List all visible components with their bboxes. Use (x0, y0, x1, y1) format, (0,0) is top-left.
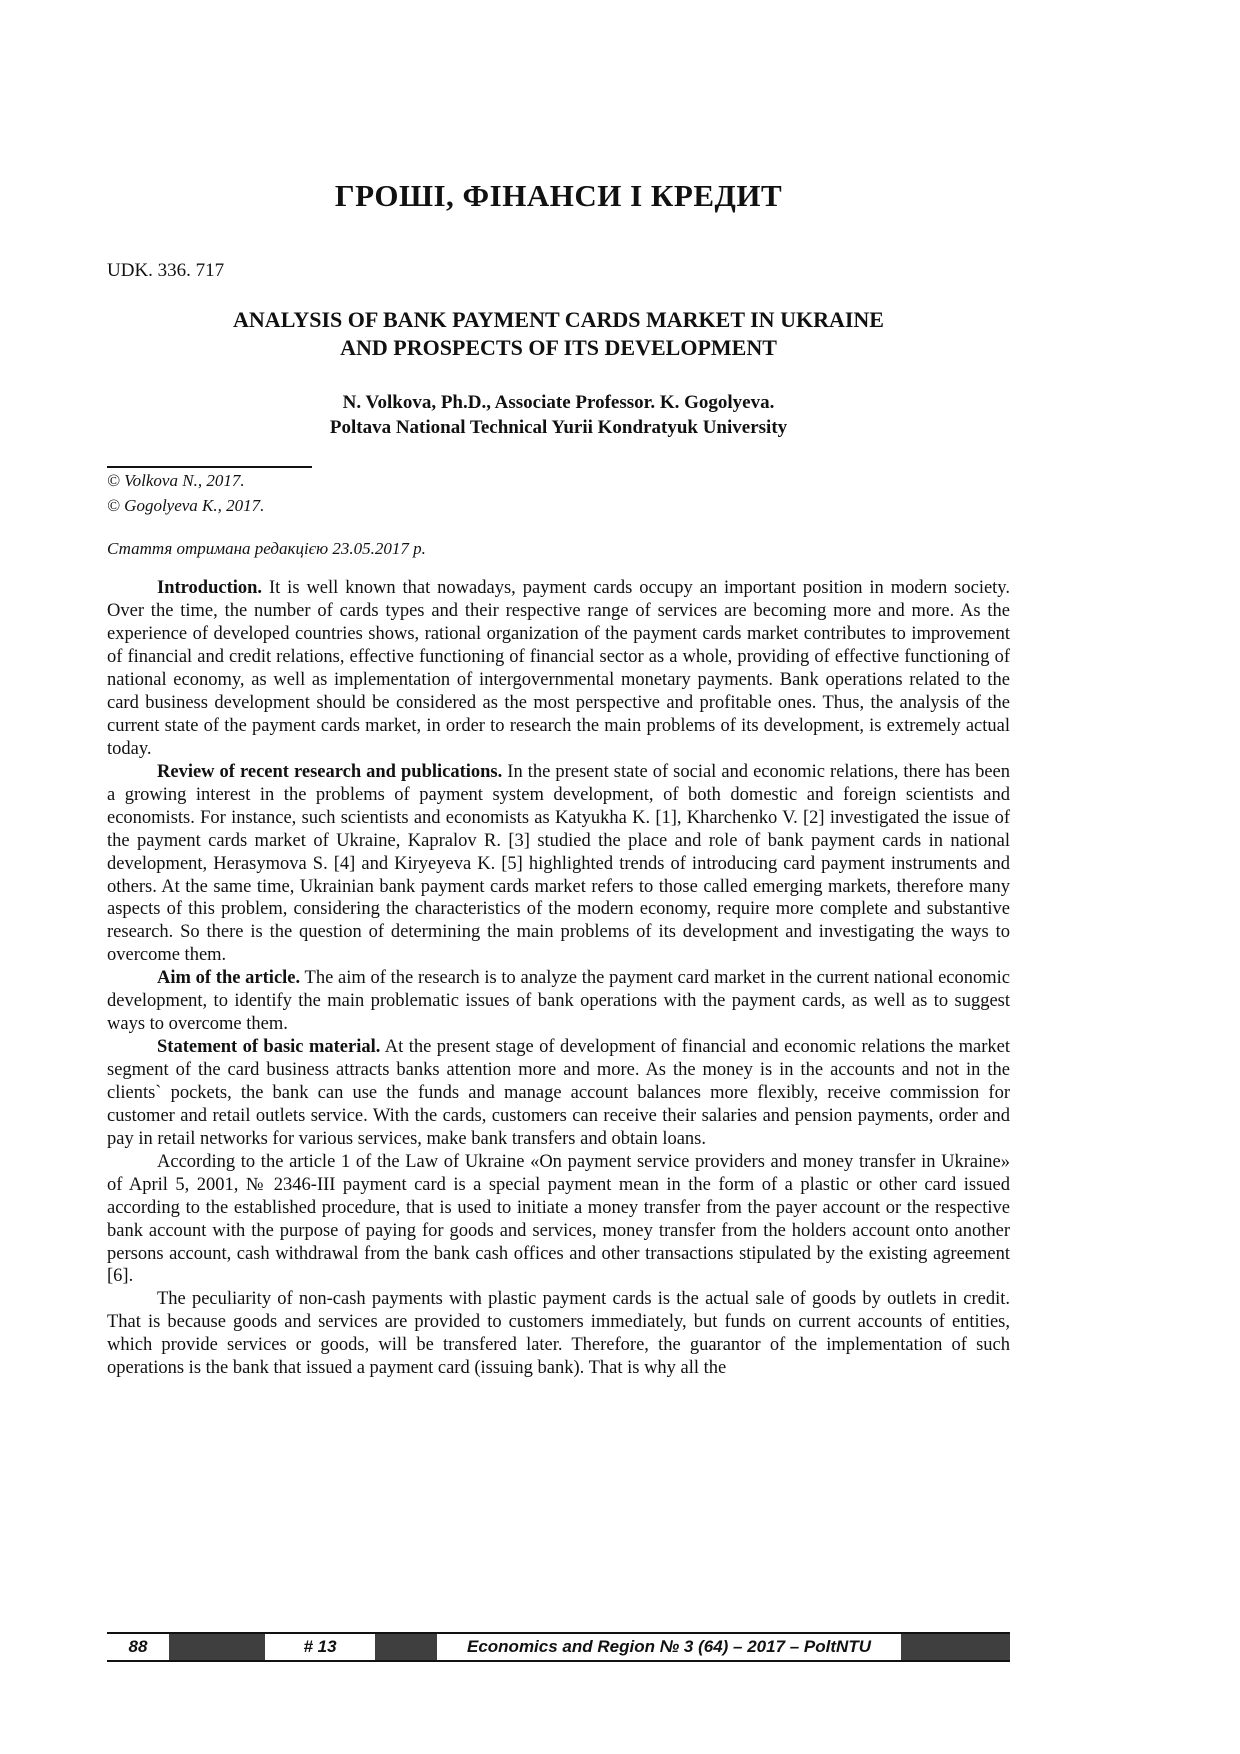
issue-number: # 13 (303, 1637, 337, 1656)
paragraph-peculiarity (107, 1288, 1010, 1380)
paragraph-text: It is well known that nowadays, payment cards occupy an important position in modern society. Over the time, the number of cards types and their respective range of services are becoming more and more. As the experience of developed countries shows, rational organization of the payment cards market contributes to improvement of financial and credit relations, effective functioning of financial sector as a whole, providing of effective functioning of national economy, as well as implementation of intergovernmental monetary payments. Bank operations related to the card business development should be considered as the most perspective and profitable ones. Thus, the analysis of the current state of the payment cards market, in order to research the main problems of its development, is extremely actual today. (107, 578, 1010, 759)
paragraph-lead: Statement of basic material. (157, 1037, 381, 1058)
received-date-line: Стаття отримана редакцією 23.05.2017 р. (107, 539, 426, 559)
footer-separator-box-2 (375, 1634, 437, 1660)
page-content (107, 0, 1010, 1380)
paragraph-text: According to the article 1 of the Law of Ukraine «On payment service providers and money transfer in Ukraine» of April 5, 2001, № 2346-III payment card is a special payment mean in the form of a plastic or other card issued according to the established procedure, that is used to initiate a money transfer from the payer account or the respective bank account with the purpose of paying for goods and services, money transfer from the holders account onto another persons account, cash withdrawal from the bank cash offices and other transactions stipulated by the existing agreement [6]. (107, 1151, 1010, 1287)
paragraph-law-definition (107, 1151, 1010, 1289)
article-title-line2: AND PROSPECTS OF ITS DEVELOPMENT (340, 335, 777, 361)
article-title (107, 306, 1010, 362)
journal-title-line: Economics and Region № 3 (64) – 2017 – PoltNTU (467, 1637, 871, 1656)
paragraph-text: The peculiarity of non-cash payments with plastic payment cards is the actual sale of goods by outlets in credit. That is because goods and services are provided to customers immediately, but funds on current accounts of entities, which provide services or goods, will be transfered later. Therefore, the guarantor of the implementation of such operations is the bank that issued a payment card (issuing bank). That is why all the (107, 1289, 1010, 1379)
copyright-line-1: © Volkova N., 2017. (107, 471, 245, 491)
article-body (107, 577, 1010, 1380)
authors-names: N. Volkova, Ph.D., Associate Professor. K. Gogolyeva. (342, 392, 775, 414)
footer-end-bar (901, 1634, 1010, 1660)
section-title: ГРОШІ, ФІНАНСИ І КРЕДИТ (334, 178, 783, 213)
footer-separator-box-1 (169, 1634, 265, 1660)
page-number: 88 (128, 1637, 148, 1656)
paragraph-text: The aim of the research is to analyze the payment card market in the current national economic development, to identify the main problematic issues of bank operations with the payment cards, as well as to suggest ways to overcome them. (107, 968, 1011, 1035)
authors-block (107, 390, 1010, 440)
footnote-rule (107, 466, 312, 468)
udk-code: UDK. 336. 717 (107, 260, 225, 281)
copyright-line-2: © Gogolyeva K., 2017. (107, 495, 265, 515)
paragraph-text: At the present stage of development of financial and economic relations the market segment of the card business attracts banks attention more and more. As the money is in the accounts and not in the clients` pockets, the bank can use the funds and manage account balances more flexibly, receive commission for customer and retail outlets service. With the cards, customers can receive their salaries and pension payments, order and pay in retail networks for various services, make bank transfers and obtain loans. (107, 1037, 1010, 1149)
authors-affiliation: Poltava National Technical Yurii Kondratyuk University (329, 417, 788, 439)
page-footer (107, 1632, 1010, 1662)
paragraph-aim (107, 967, 1010, 1036)
paragraph-lead: Review of recent research and publications. (157, 761, 503, 782)
article-title-line1: ANALYSIS OF BANK PAYMENT CARDS MARKET IN UKRAINE (233, 307, 884, 332)
paragraph-introduction (107, 577, 1010, 761)
paragraph-review (107, 761, 1010, 967)
paragraph-text: In the present state of social and economic relations, there has been a growing interest in the problems of payment system development, of both domestic and foreign scientists and economists. For instance, such scientists and economists as Katyukha K. [1], Kharchenko V. [2] investigated the issue of the payment cards market of Ukraine, Kapralov R. [3] studied the place and role of bank payment cards in national development, Herasymova S. [4] and Kiryeyeva K. [5] highlighted trends of introducing card payment instruments and others. At the same time, Ukrainian bank payment cards market refers to those called emerging markets, therefore many aspects of this problem, considering the characteristics of the modern economy, require more complete and substantive research. So there is the question of determining the main problems of its development and investigating the ways to overcome them. (107, 761, 1010, 966)
paragraph-lead: Aim of the article. (157, 968, 301, 989)
paragraph-lead: Introduction. (157, 578, 263, 599)
paragraph-statement (107, 1036, 1010, 1151)
